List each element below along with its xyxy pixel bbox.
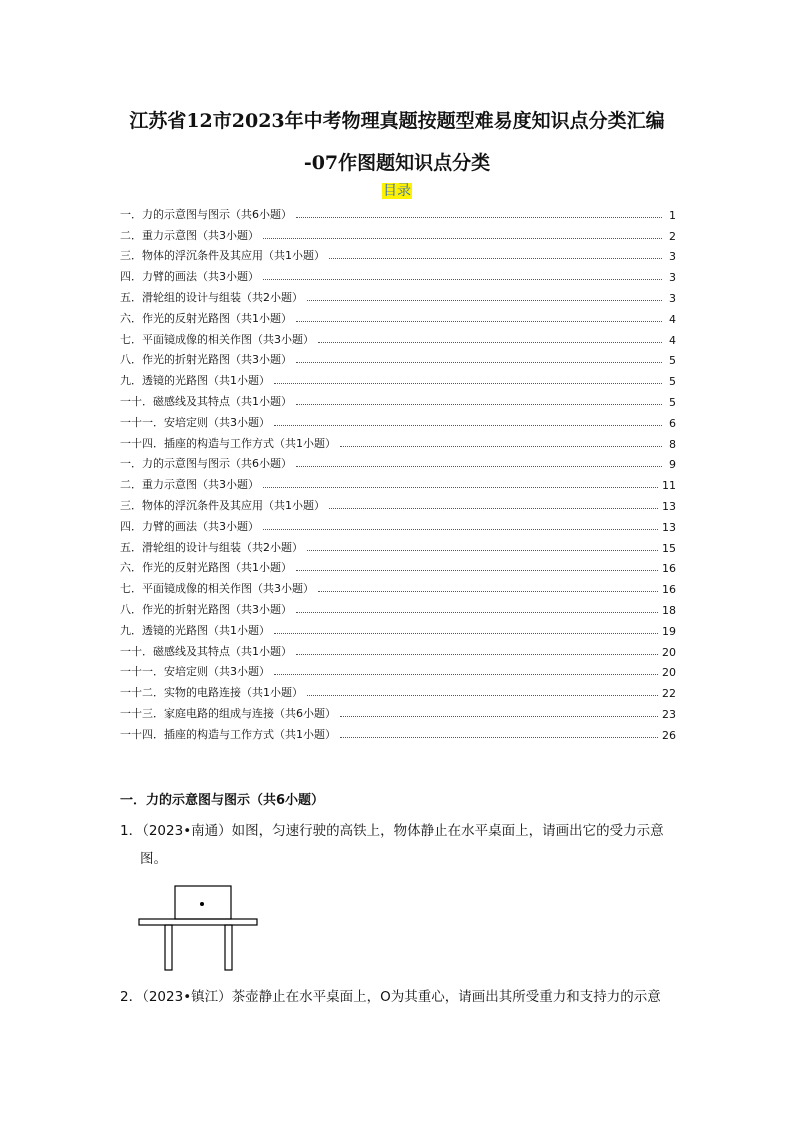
- toc-entry-label: 三．物体的浮沉条件及其应用（共1小题）: [120, 249, 325, 263]
- toc-entry-label: 一十．磁感线及其特点（共1小题）: [120, 644, 292, 658]
- toc-entry-page: 20: [662, 645, 676, 659]
- toc-entry[interactable]: [120, 347, 676, 368]
- toc-entry[interactable]: [120, 638, 676, 659]
- toc-entry-page: 18: [662, 603, 676, 617]
- toc-entry-label: 一．力的示意图与图示（共6小题）: [120, 207, 292, 221]
- toc-entry-page: 5: [669, 375, 676, 389]
- toc-entry-page: 1: [669, 208, 676, 222]
- toc-entry-label: 一十．磁感线及其特点（共1小题）: [120, 394, 292, 408]
- toc-entry[interactable]: [120, 617, 676, 638]
- toc-entry-label: 一十四．插座的构造与工作方式（共1小题）: [120, 727, 336, 741]
- toc-dot-leader: [296, 362, 662, 363]
- document-title-line-2: -07作图题知识点分类: [303, 152, 491, 174]
- toc-entry[interactable]: [120, 575, 676, 596]
- toc-entry[interactable]: [120, 555, 676, 576]
- toc-dot-leader: [263, 487, 658, 488]
- toc-dot-leader: [318, 591, 658, 592]
- table-object-figure: [136, 884, 260, 974]
- toc-entry-label: 九．透镜的光路图（共1小题）: [120, 374, 270, 388]
- toc-dot-leader: [263, 238, 662, 239]
- toc-dot-leader: [340, 446, 662, 447]
- toc-entry-label: 一十一．安培定则（共3小题）: [120, 665, 270, 679]
- toc-entry-page: 5: [669, 395, 676, 409]
- toc-entry-label: 二．重力示意图（共3小题）: [120, 478, 259, 492]
- toc-dot-leader: [274, 425, 662, 426]
- toc-entry[interactable]: [120, 492, 676, 513]
- toc-entry-page: 15: [662, 541, 676, 555]
- toc-dot-leader: [340, 716, 658, 717]
- toc-dot-leader: [296, 612, 658, 613]
- toc-entry-page: 9: [669, 458, 676, 472]
- toc-dot-leader: [307, 300, 662, 301]
- toc-entry-page: 16: [662, 583, 676, 597]
- toc-entry[interactable]: [120, 305, 676, 326]
- toc-entry-label: 一十一．安培定则（共3小题）: [120, 415, 270, 429]
- toc-entry[interactable]: [120, 534, 676, 555]
- question-2: [120, 983, 676, 1011]
- toc-entry[interactable]: [120, 367, 676, 388]
- toc-entry-label: 七．平面镜成像的相关作图（共3小题）: [120, 332, 314, 346]
- toc-entry-page: 19: [662, 624, 676, 638]
- toc-dot-leader: [274, 383, 662, 384]
- toc-dot-leader: [340, 737, 658, 738]
- question-2-line-1: 2．（2023•镇江）茶壶静止在水平桌面上，O为其重心，请画出其所受重力和支持力的示意: [120, 989, 661, 1005]
- toc-entry[interactable]: [120, 409, 676, 430]
- toc-entry-label: 一十三．家庭电路的组成与连接（共6小题）: [120, 706, 336, 720]
- toc-dot-leader: [296, 570, 658, 571]
- toc-entry-label: 一十二．实物的电路连接（共1小题）: [120, 686, 303, 700]
- toc-dot-leader: [318, 342, 662, 343]
- toc-entry-label: 一十四．插座的构造与工作方式（共1小题）: [120, 436, 336, 450]
- toc-entry[interactable]: [120, 659, 676, 680]
- toc-entry[interactable]: [120, 284, 676, 305]
- toc-entry-label: 三．物体的浮沉条件及其应用（共1小题）: [120, 498, 325, 512]
- toc-entry-page: 20: [662, 666, 676, 680]
- toc-entry-label: 四．力臂的画法（共3小题）: [120, 519, 259, 533]
- question-1-line-1: 1．（2023•南通）如图，匀速行驶的高铁上，物体静止在水平桌面上，请画出它的受力示意: [120, 823, 664, 839]
- document-title-line-1: 江苏省12市2023年中考物理真题按题型难易度知识点分类汇编: [129, 110, 665, 132]
- section-heading: 一．力的示意图与图示（共6小题）: [120, 793, 325, 808]
- question-1: [120, 817, 676, 873]
- toc-entry[interactable]: [120, 451, 676, 472]
- toc-dot-leader: [307, 550, 658, 551]
- table-leg-left: [165, 925, 172, 970]
- toc-entry-page: 3: [669, 250, 676, 264]
- toc-entry-label: 七．平面镜成像的相关作图（共3小题）: [120, 582, 314, 596]
- toc-entry[interactable]: [120, 471, 676, 492]
- center-point: [200, 902, 204, 906]
- toc-entry-label: 六．作光的反射光路图（共1小题）: [120, 311, 292, 325]
- toc-dot-leader: [296, 654, 658, 655]
- toc-entry-page: 22: [662, 687, 676, 701]
- toc-entry-label: 五．滑轮组的设计与组装（共2小题）: [120, 540, 303, 554]
- toc-entry-label: 一．力的示意图与图示（共6小题）: [120, 457, 292, 471]
- toc-entry-label: 九．透镜的光路图（共1小题）: [120, 623, 270, 637]
- toc-entry-label: 六．作光的反射光路图（共1小题）: [120, 561, 292, 575]
- toc-dot-leader: [296, 404, 662, 405]
- toc-entry-page: 16: [662, 562, 676, 576]
- toc-entry-label: 二．重力示意图（共3小题）: [120, 228, 259, 242]
- toc-entry-page: 2: [669, 229, 676, 243]
- toc-entry[interactable]: [120, 513, 676, 534]
- toc-entry-page: 3: [669, 291, 676, 305]
- toc-entry[interactable]: [120, 430, 676, 451]
- toc-entry-page: 6: [669, 416, 676, 430]
- toc-entry[interactable]: [120, 388, 676, 409]
- question-1-line-2: 图。: [140, 851, 167, 867]
- toc-dot-leader: [274, 633, 658, 634]
- toc-entry-page: 23: [662, 707, 676, 721]
- toc-entry[interactable]: [120, 679, 676, 700]
- toc-dot-leader: [296, 466, 662, 467]
- toc-entry[interactable]: [120, 721, 676, 742]
- toc-entry-label: 八．作光的折射光路图（共3小题）: [120, 353, 292, 367]
- toc-dot-leader: [263, 529, 658, 530]
- table-leg-right: [225, 925, 232, 970]
- toc-entry[interactable]: [120, 596, 676, 617]
- toc-dot-leader: [329, 258, 662, 259]
- toc-entry-page: 8: [669, 437, 676, 451]
- toc-entry[interactable]: [120, 243, 676, 264]
- toc-entry[interactable]: [120, 700, 676, 721]
- toc-entry-label: 四．力臂的画法（共3小题）: [120, 270, 259, 284]
- toc-entry-page: 13: [662, 520, 676, 534]
- toc-entry[interactable]: [120, 326, 676, 347]
- toc-entry-label: 五．滑轮组的设计与组装（共2小题）: [120, 290, 303, 304]
- toc-entry[interactable]: [120, 222, 676, 243]
- toc-dot-leader: [274, 674, 658, 675]
- toc-dot-leader: [296, 217, 662, 218]
- toc-entry-page: 13: [662, 499, 676, 513]
- toc-entry-label: 八．作光的折射光路图（共3小题）: [120, 602, 292, 616]
- toc-entry-page: 3: [669, 271, 676, 285]
- toc-entry-page: 5: [669, 354, 676, 368]
- toc-entry-page: 4: [669, 312, 676, 326]
- table-of-contents: [120, 201, 676, 742]
- toc-dot-leader: [329, 508, 658, 509]
- toc-entry-page: 11: [662, 479, 676, 493]
- table-top: [139, 919, 257, 925]
- toc-dot-leader: [296, 321, 662, 322]
- toc-entry[interactable]: [120, 263, 676, 284]
- toc-entry[interactable]: [120, 201, 676, 222]
- toc-heading-text: 目录: [383, 183, 411, 199]
- toc-heading: [0, 180, 794, 200]
- toc-dot-leader: [307, 695, 658, 696]
- toc-dot-leader: [263, 279, 662, 280]
- toc-entry-page: 26: [662, 728, 676, 742]
- toc-entry-page: 4: [669, 333, 676, 347]
